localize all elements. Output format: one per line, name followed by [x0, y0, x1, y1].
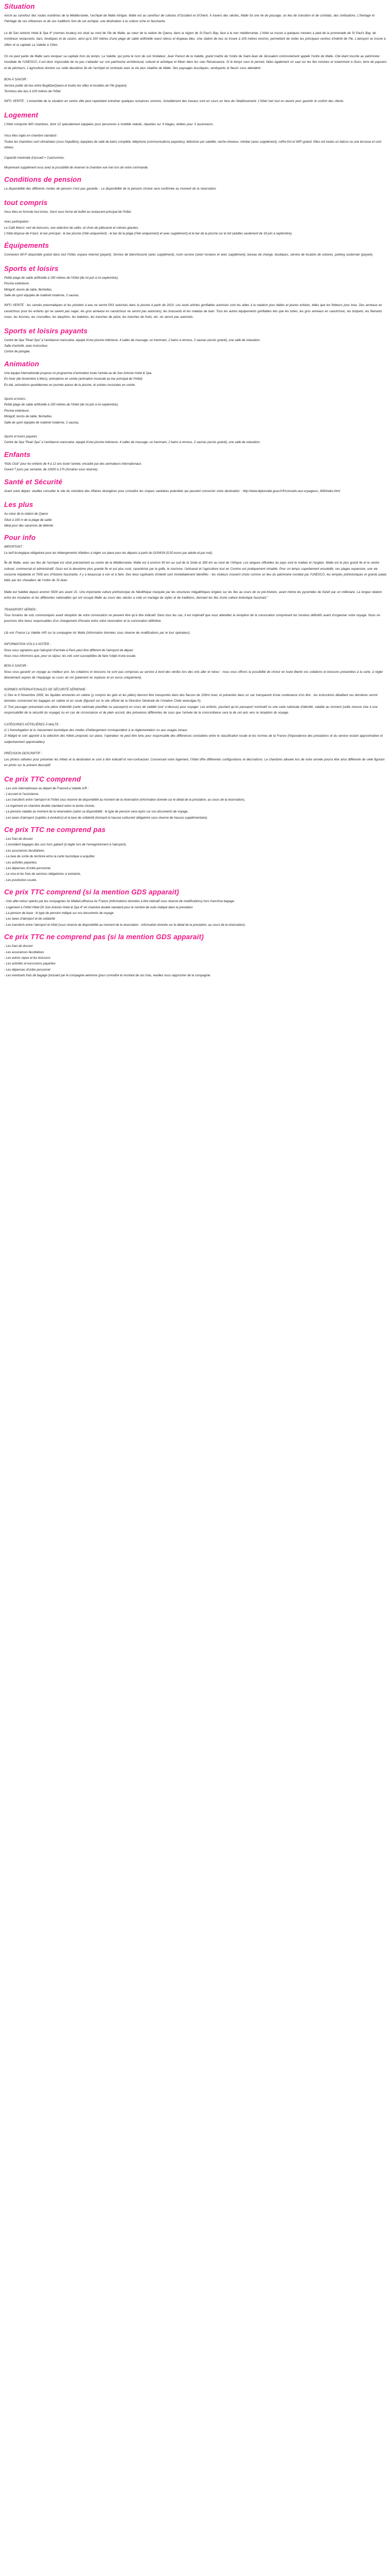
logement-standard-room: Vous êtes logés en chambre standard : — [4, 134, 58, 138]
sports-payants-spa: Centre de Spa “Pearl Spa” à l’ambiance marocaine, équipé d’une piscine intérieure, 4 salles de massage, un hammam, 2 bains à remous, 2 saunas (accès gratuit), une salle de relaxation. — [4, 338, 260, 342]
info-malta-intro: Île de Malte, avec ses îles de l’archipel est situé précisément au centre de la Méditerranée. Malte est à environ 90 km au sud de la Sicile et 300 km au nord de l’Afrique. Les langues officielles du pays sont le maltais et l’anglais. Malte est le plus grand île et le centre culturel, commercial et administratif. Gozo est la deuxième plus grande île et est plus rural, caractérisé par le golfe, le tourisme, l’artisanat et l’agriculture tout en Comino est pratiquement inhabité. Pour un temps superbement ensoleillé, ses plages expansive, une vie nocturne trépidante et 7000 ans d’histoire fascinante, il y a beaucoup à voir et à faire. Des lieux captivants d’intérêt sont immédiatement identifiés - les visiteurs trouvent choisi comme un lieu du patrimoine mondial par l’UNESCO, les temples préhistoriques et grands palais bâtis par les chevaliers de l’ordre de St-Jean. — [4, 562, 387, 583]
logement-rooms-count: L’hôtel comporte 600 chambres, dont 13 spécialement équipées pour personnes à mobilité réduite, réparties sur 9 étages, dotées pour 3 ascenseurs. — [4, 123, 214, 126]
tout-compris-formula: Vous êtes en formule tout inclus. Servi sous forme de buffet au restaurant principal de l’hôtel. — [4, 210, 132, 214]
animation-beach: Petite plage de sable artificielle à 100 mètres de l’hôtel (de mi-juin à mi-septembre). — [4, 403, 119, 407]
situation-intro: Ancré au carrefour des routes maritimes de la Méditerranée, l’archipel de Malte intrigue. Malte est au carrefour de cultures d’Occident et d’Orient. À travers des siècles, Malte fut une île de passage, un lieu de transition et de combats, des civilisations. L’héritage et l’héritage de ces influences et de ces traditions font de cet archipel, une destination à la culture riche et fascinante. — [4, 14, 375, 24]
equipements-text: Connexion Wi-Fi disponible gratuit dans tout l’hôtel, espace internet (payant). Service de blanchisserie (avec supplément), room service (selon horaires et avec supplément), bureau de change, boutiques, service de location de voitures, parking souterrain (payant). — [4, 253, 373, 257]
ttc-taxes: - Les taxes d’aéroport (sujettes à évolution) et la taxe de solidarité (incluant la hausse carburant obligatoire sous réserve de hausse supplémentaire). — [4, 816, 208, 820]
ttcgds-not-meals: - Les autres repas et les boissons — [4, 957, 51, 960]
enfants-hours: Ouvert 7 jours par semaine, de 10h00 à 17h (horaires sous réserve). — [4, 468, 99, 472]
animation-paid-sports-label: Sports et loisirs payants : — [4, 435, 39, 439]
ttc-transfers: - Les transferts entre l’aéroport et l’hôtel sous réserve de disponibilité au moment de la réservation (information donnée sur le détail de la prestation, au cours de la réservation), — [4, 799, 246, 802]
logement-sea-view: Moyennant supplément vous avez la possibilité de réserver la chambre vue mer lors de votre commande. — [4, 166, 149, 170]
section-animation — [4, 360, 387, 450]
ttcnot-fees: - Les frais de dossier — [4, 837, 33, 841]
sports-payants-diving: Centre de plongée. — [4, 350, 31, 354]
info-flights-airport: Nous vous signalons que l’aéroport d’arrivée à Paris peut être différent de l’aéroport de départ. — [4, 649, 134, 652]
section-ttc-gds-comprend — [4, 888, 387, 933]
ttc-flights: - Les vols internationaux au départ de France/La Valette A/R ; — [4, 787, 89, 790]
info-hotel-categories-label: CATÉGORIES HÔTELIÈRES À MALTE : — [4, 723, 60, 726]
section-title-ttc-comprend: Ce prix TTC comprend — [4, 775, 81, 783]
ttcgds-transfers: - Les transferts entre l’aéroport et hôtel (sous réserve de disponibilité au moment de la réservation - information donnée sur le détail de la prestation, au cours de la réservation). — [4, 923, 246, 927]
animation-summer: En été, animations quotidiennes en journée autour de la piscine, et soirées musicales en soirée. — [4, 383, 136, 387]
section-title-enfants: Enfants — [4, 450, 30, 459]
sports-payants-activity-room: Salle d’activité, avec instructeur. — [4, 345, 48, 348]
section-logement — [4, 111, 387, 175]
ttcgds-not-baggage: - Les éventuels frais de bagage (incluant par le compagnie aérienne (pour connaître le montant de ces frais, veuillez vous rapprocher de la compagnie. — [4, 974, 211, 978]
tout-compris-cafe: Le Café Marco: vert de boissons, une sélection de cafés, et choix de pâtisserie et crèmes glacées. — [4, 226, 139, 230]
situation-bus-terminus: Terminus des bus à 100 mètres de l’hôtel — [4, 90, 61, 94]
plus-item-1: Au cœur de la station de Qawra — [4, 513, 48, 516]
animation-spa: Centre de Spa “Pearl Spa” à l’ambiance marocaine, équipé d’une piscine intérieure, 4 salles de massage, un hammam, 2 bains à remous, 2 saunas (accès gratuit), une salle de relaxation. — [4, 441, 260, 445]
situation-info-verite: INFO VERITE : L’ensemble de la situation en centre ville peut cependant entraîner quelques nuisances sonores. Actuellement des travaux sont en cours en face de l’établissement. L’hôtel met tout en œuvre pour garantir le confort des clients. — [4, 100, 345, 104]
ttc-board: - La pension valable au moment de la réservation (selon sa disponibilité : le type de pension sera repris sur vos documents de voyage, — [4, 810, 189, 814]
animation-sports-label: Sports et loisirs : — [4, 398, 27, 401]
tout-compris-participation-label: Avec participation : — [4, 221, 30, 224]
ttcgds-not-insurance: - Les assurances facultatives — [4, 951, 44, 954]
ttcnot-baggage: - L’excédent bagages des soci hors gabarit (à régler lors de l’enregistrement à l’aéroport), — [4, 843, 127, 847]
info-flights-stopover: Nous vous informons que, pour ce séjour, les vols sont susceptibles de faire l’objet d’une escale. — [4, 655, 137, 658]
info-hotel-categories-2: 2/ Malgré le soin apporté à la sélection des hôtels proposés sur place, l’opérateur ne peut être tenu pour responsable des différences constatées entre le classification locale et les normes de la France (l’équivalence des prestations et du service restant approximative et subjectivement appréciables). — [4, 735, 383, 744]
info-malta-history: Malte est habitée depuis environ 5000 ans avant JC. Une importante culture préhistorique du Néolithique marquée par les structures mégalithiques érigées sur les îles au cours de ce pré-histoire, avant même les pyramides de Gizeh par un millénaire. La longue relation entre les insulaires et les différentes nationalités qui ont occupé Malte au cours des siècles a créé un mariage de styles et de traditions, donnant les îles d’une culture éclectique fascinant.” — [4, 590, 382, 600]
ttcnot-insurance: - Les assurances facultatives, — [4, 849, 45, 853]
info-onboard-service: Nous vous garantir un voyage au meilleur prix, les collations et boissons ne sont pas comprises au service à bord des vérités lors des vols aller et retour ; nous vous offrons la possibilité de choisir en toute liberté vos collations et boissons présentées à la carte, à régler directement auprès de l’équipage ou cours du vol (paiement en espèces et en euros uniquement). — [4, 670, 383, 680]
conditions-text: La disponibilité des différents modes de pension n’est pas garantie - La disponibilité de la pension choisie sera confirmée au moment de la réservation. — [4, 188, 217, 191]
section-situation — [4, 2, 387, 105]
section-sports-payants — [4, 327, 387, 360]
animation-winter: En hiver (de Novembre à Mars), animations en soirée (animation musicale au bar principal de l’hôtel). — [4, 378, 143, 381]
section-title-les-plus: Les plus — [4, 501, 34, 509]
section-title-tout-compris: tout compris — [4, 198, 48, 207]
ttcgds-flights: - Vols aller-retour opérés par les compagnies Air Malta/Lufthansa Air France (Informations données à titre indicatif sous réserve de modifications) hors franchise bagage. — [4, 900, 235, 904]
section-title-pour-info: Pour info — [4, 534, 36, 542]
plus-item-3: Idéal pour des vacances de détente — [4, 524, 54, 528]
page-content — [0, 0, 391, 979]
section-les-plus — [4, 500, 387, 533]
section-conditions — [4, 175, 387, 192]
ttcgds-not-personal: - Les dépenses d’ordre personnel — [4, 968, 51, 972]
info-security-label: NORMES INTERNATIONALES DE SÉCURITÉ AÉRIENNE : — [4, 688, 88, 691]
section-title-sports-payants: Sports et loisirs payants — [4, 327, 88, 335]
section-title-ttc-ne-comprend-pas: Ce prix TTC ne comprend pas — [4, 825, 106, 834]
section-sante — [4, 478, 387, 495]
ttcgds-board: - La pension de base : le type de pension indiqué sur vos documents de voyage — [4, 912, 114, 915]
sante-text: Avant votre départ, veuillez consulter le site du ministère des Affaires étrangères pour connaître les risques sanitaires potentiels qui peuvent concerner votre destination : http://www.diplomatie.gouv.fr/fr/conseils-aux-voyageurs_909/index.html — [4, 489, 340, 493]
info-good-to-know-label: BON À SAVOIR : — [4, 665, 28, 668]
ttc-room: - Le logement en chambre double standard selon la durée choisie, — [4, 804, 95, 808]
section-title-sante: Santé et Sécurité — [4, 478, 62, 486]
animation-gym: Salle de sport équipée de matériel moderne, 2 saunas. — [4, 421, 79, 425]
ttcgds-taxes: - Les taxes d’aéroport et de solidarité — [4, 918, 55, 921]
section-equipements — [4, 241, 387, 258]
section-title-animation: Animation — [4, 360, 39, 368]
ttcgds-room: - Logement à l’hôtel Hôtel Dh San Antonio Hotel & Spa 4* en chambre double standard pour le nombre de nuits indiqué dans la prestation — [4, 906, 193, 909]
sports-minigolf: Minigolf, tennis de table, fléchettes. — [4, 288, 53, 292]
section-tout-compris — [4, 198, 387, 242]
section-title-ttc-gds-comprend: Ce prix TTC comprend (si la mention GDS apparait) — [4, 888, 180, 896]
section-enfants — [4, 450, 387, 478]
section-sports — [4, 264, 387, 321]
sports-gym: Salle de sport équipée de matériel moderne, 2 saunas. — [4, 294, 79, 297]
ttcnot-visa: - Le visa et les frais de services obligatoires si existants, — [4, 873, 82, 876]
sports-info-verite: INFO VERITE : les canoës pneumatiques et les pistolets à eau ne seront PAS autorisés dans la piscine à partir de 2019. Les seuls articles gonflables autorisés sont les aides à la natation pour bébés et jeunes enfants, telles que les flotteurs pour bras. Des anneaux en caoutchouc pour les enfants qui ne savent pas nager, les gros anneaux en caoutchouc ne seront pas autorisés), les brassards et les matelas de bain. Tous les autres équipements gonflables tels que les tubes, les gros anneaux en caoutchouc, les briquets, les flamants roses, les licornes, les crocodiles, les dauphins, les baleines, les tranches de pizza, les tranches de fruits, etc. ne seront pas autorisés. — [4, 304, 382, 319]
section-ttc-ne-comprend-pas — [4, 825, 387, 888]
situation-bus-service: Service public de bus entre Bugibba/Qawra et toutes les villes et localités de l’île (payant). — [4, 84, 127, 88]
section-ttc-gds-ne-comprend-pas — [4, 933, 387, 979]
logement-capacity: Capacité maximale d’accueil = 3 personnes. — [4, 156, 65, 160]
info-eco-tax: Le tarif écologique obligatoire pour les hébergements hôteliers à régler sur place pour les départs à partir du 01/04/16 (0,50 euros par adulte et par nuit). — [4, 551, 213, 555]
section-title-sports: Sports et loisirs — [4, 264, 59, 273]
ttcnot-tips: - Les pourboires usuels. — [4, 878, 38, 882]
animation-team: Une équipe internationale propose un programme d’animation toute l’année au de San Antonio Hotel & Spa. — [4, 371, 152, 375]
ttcnot-activities: - Les activités payantes, — [4, 861, 38, 865]
info-air-transport-label: TRANSPORT AÉRIEN : — [4, 608, 38, 612]
tout-compris-bars: L’hôtel dispose de 4 bars: le bar principal - le bar piscine (l’été uniquement) - le bar de la plage (l’été uniquement) et avec supplément) et le bar de la piscine sur le toit (adultes seulement de 18 juin à septembre). — [4, 232, 292, 235]
info-security-liquids: 1/ Dès le 6 Novembre 2006, les liquides emmenés en cabine (y compris les gels et les pâtes) devront être transportés dans des flacons de 100ml maxi, et présentés dans un sac transparent d’une contenance d’un litre : les instructions détaillant ces dernières seront données concernant les bagages en cabine et en soute (figurant sur le site officiel de la Direction Générale de l’Aviation Civile www.dgac.fr). — [4, 694, 378, 703]
section-ttc-comprend — [4, 775, 387, 825]
section-pour-info — [4, 533, 387, 769]
enfants-kids-club: “Kids Club” pour les enfants de 4 à 12 ans toute l’année, encadré par des animateurs internationaux. — [4, 462, 142, 466]
info-important-label: IMPORTANT : — [4, 546, 24, 549]
situation-good-to-know-label: BON À SAVOIR : — [4, 78, 28, 82]
animation-pool: Piscine extérieure. — [4, 409, 30, 413]
sports-beach: Petite plage de sable artificielle à 100 mètres de l’hôtel (de mi-juin à mi-septembre). — [4, 276, 119, 280]
info-hotel-categories-1: 1/ L’homologation et le classement touristique des modes d’hébergement correspondent à la réglementation ou aux usages locaux. — [4, 729, 188, 733]
ttcgds-not-fees: - Les frais de dossier — [4, 945, 33, 948]
plus-item-2: Situé à 100 m de la plage de sable — [4, 518, 52, 522]
section-title-ttc-gds-ne-comprend-pas: Ce prix TTC ne comprend pas (si la mention GDS apparait) — [4, 933, 204, 941]
ttcnot-personal: - Les dépenses d’ordre personnel, — [4, 867, 52, 870]
section-title-equipements: Équipements — [4, 242, 49, 250]
info-description-label: PRÉCISION DESCRIPTIF : — [4, 752, 42, 756]
sports-pool: Piscine extérieure. — [4, 282, 30, 286]
situation-location: Le dit San Antonio Hotel & Spa 4* (normes locales) est situé au nord de l’île de Malte, au cœur de la station de Qawra, dans la région de St Paul’s Bay, face à la mer méditerranée. L’hôtel se trouve à quelques minutes à pied de la promenade de St Paul’s Bay, de nombreux restaurants, bars, boutiques et du casino, ainsi qu’à 100 mètres d’une plage de sable artificielle ouest rebrou et drapeau bleu. Une station de bus se trouve à 100 mètres environ, permettant de visiter les principaux centres d’intérêt de l’île. L’aéroport se trouve à 18km et la capitale La Valette à 15km. — [4, 31, 386, 47]
section-title-logement: Logement — [4, 111, 39, 119]
ttcgds-not-excursions: - Les activités et excursions payantes — [4, 962, 56, 966]
info-flights: Lib voir France La Valette A/R sur la compagnie Air Malta (Information données sous réserve de modifications par le tour opérateur). — [4, 631, 191, 635]
ttc-welcome: - L’accueil et l’assistance, — [4, 792, 39, 796]
info-description: Les photos utilisées pour présenter les hôtels et la destination le sont à titre indicatif et non-contractuel. Concernant votre logement, l’hôtel offre différentes configurations et décorations. Le chambres allouée lors de votre arrivée pourra être ainsi différente de celle figurant en photo sur le présent descriptif. — [4, 758, 385, 768]
logement-room-amenities: Toutes les chambres sont climatisées (sous l’équilibre), équipées de salle de bains complète, téléphone (communications payantes), télévision par satellite, sèche-cheveux, minibar (avec supplément), coffre-fort et WiFi gratuit. Elles ont toutes un balcon ou une terrasse et sont vitrées. — [4, 140, 382, 150]
animation-minigolf: Minigolf, tennis de table, fléchettes. — [4, 415, 53, 419]
section-title-situation: Situation — [4, 3, 35, 10]
info-air-transport: Tous horaires de vols communiqués avant réception de votre convocation ne peuvent être qu’à titre indicatif. Dans tous les cas, il est impératif que vous attendiez la réception de la convocation comprenant les horaires définitifs avant d’organiser votre voyage. Nous ne pourrions être tenus responsables d’un changement d’horaire entre votre réservation et la convocation définitive. — [4, 614, 380, 623]
info-flights-note-label: INFORMATION VOLS A NOTER : — [4, 643, 51, 647]
info-security-id: 2/ Tout passager présentant une pièce d’identité (carte nationale plastifiée ou passeport) en cours de validité (voir ci-dessus) pour voyager. Les enfants, pourtant qu’un passeport nominatif ou une carte nationale d’identité, valable au moment (cette mesure vise à une responsabilité de la sécurité du voyage) ou en cas de circonstance et de plein accord, des présences différentes de sous que l’arrivée de la concomitance sera la de cet avis vers la réception du voyage. — [4, 705, 378, 715]
ttcnot-exit-tax: - La taxe de sortie du territoire et/ou la carte touristique à acquitter, — [4, 855, 95, 859]
section-title-conditions: Conditions de pension — [4, 176, 82, 184]
situation-capital: On ne peut parler de Malte sans évoquer sa capitale hors du temps: La Valette, qui porte le nom de son fondateur, Jean Parisot de la Valette, grand maître de l’ordre de Saint-Jean de Jérusalem communément appelé l’ordre de Malte. Cité étant inscrite au patrimoine mondiale de l’UNESCO, il est donc impossible de ne pas s’attarder sur son patrimoine architectural, culturel et artistique et flâner dans les rues Renaissance. Si le temps vous le permet, faites également un saut sur les îles voisines et notamment à Gozo, terre de paysans et de pêcheurs. L’agriculture domine sur cette deuxième île de l’archipel et contraste avec la vie plus citadine de Malte. Des paysages bucoliques, verdoyants et fleuris vous attendent. — [4, 55, 387, 70]
